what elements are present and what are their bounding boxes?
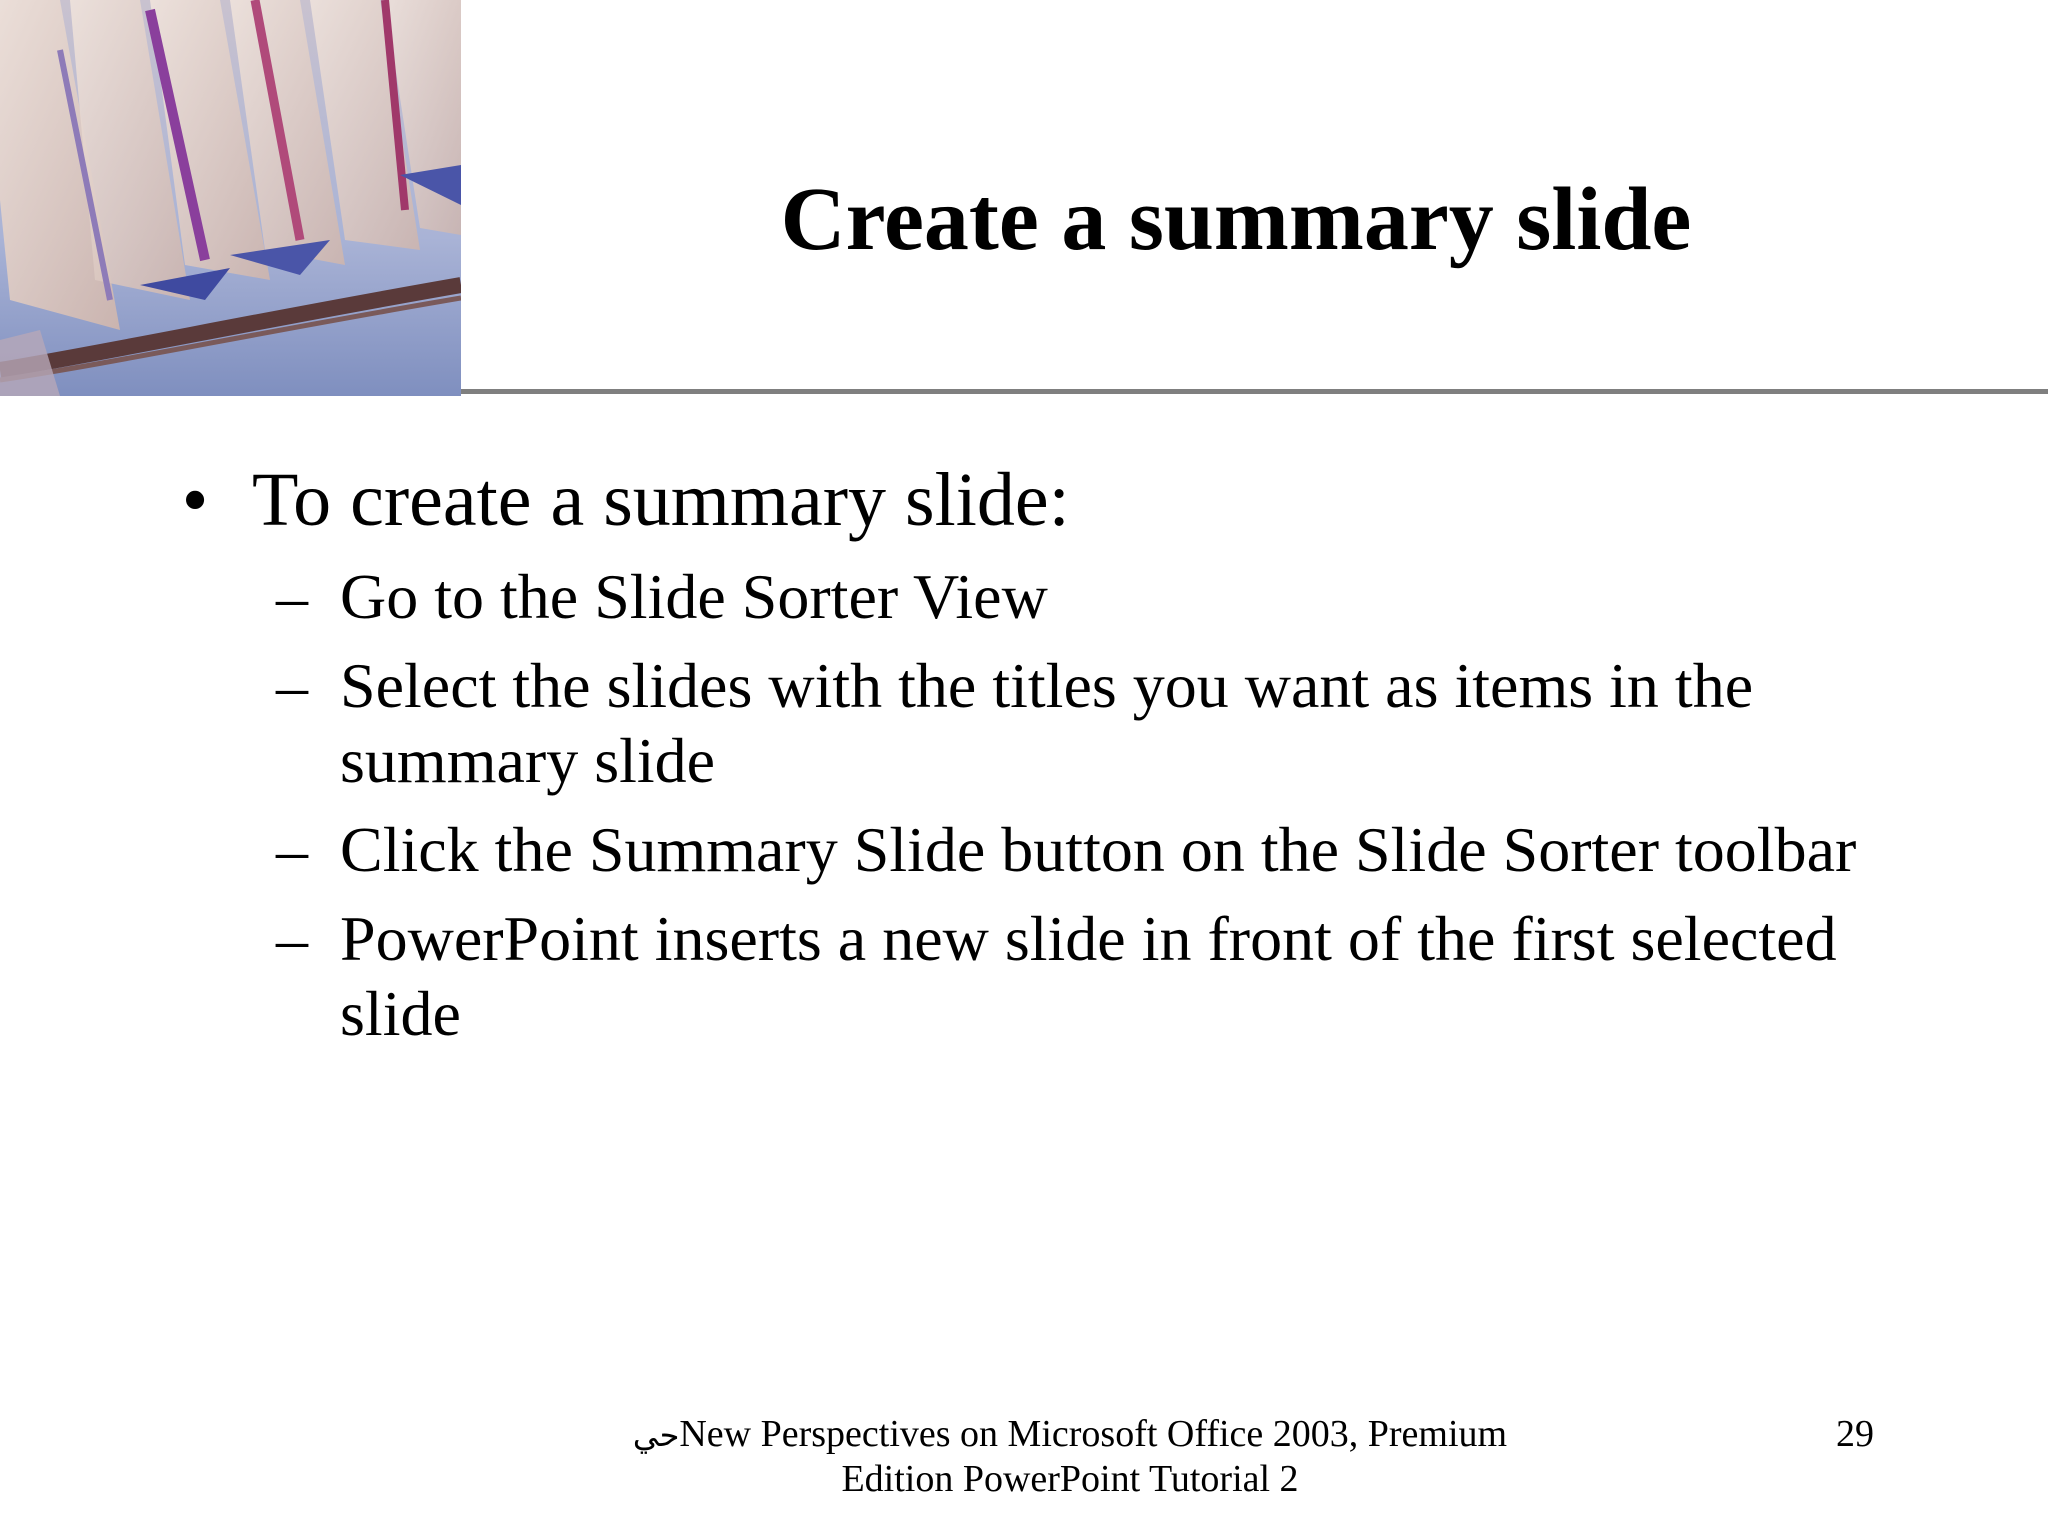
footer-line-1: New Perspectives on Microsoft Office 2003, Premium <box>679 1413 1508 1455</box>
dash-icon: – <box>276 561 308 632</box>
header-rule <box>461 389 2048 394</box>
sub-bullet-point <box>170 559 1970 634</box>
sub-bullet-text: Go to the Slide Sorter View <box>340 561 1048 632</box>
slide-title: Create a summary slide <box>780 170 1692 269</box>
sub-bullet-point <box>170 812 1970 887</box>
sub-bullet-point <box>170 648 1970 798</box>
corner-sails-photo <box>0 0 461 396</box>
footer-line-2: Edition PowerPoint Tutorial 2 <box>841 1458 1299 1500</box>
sub-bullet-point <box>170 901 1970 1051</box>
slide-body <box>170 455 1970 1051</box>
bullet-icon: • <box>181 458 209 542</box>
sub-bullet-group <box>170 559 1970 1051</box>
dash-icon: – <box>276 650 308 721</box>
main-bullet-point <box>170 455 1970 545</box>
main-bullet-text: To create a summary slide: <box>252 458 1070 542</box>
dash-icon: – <box>276 814 308 885</box>
page-number: 29 <box>1836 1413 1874 1455</box>
sub-bullet-text: Select the slides with the titles you want as items in the summary slide <box>340 650 1754 796</box>
sub-bullet-list <box>170 559 1970 1051</box>
dash-icon: – <box>276 903 308 974</box>
footer-caption <box>560 1412 1580 1501</box>
sub-bullet-text: Click the Summary Slide button on the Slide Sorter toolbar <box>340 814 1857 885</box>
sub-bullet-text: PowerPoint inserts a new slide in front of the first selected slide <box>340 903 1837 1049</box>
footer-mark: حي <box>632 1416 680 1454</box>
